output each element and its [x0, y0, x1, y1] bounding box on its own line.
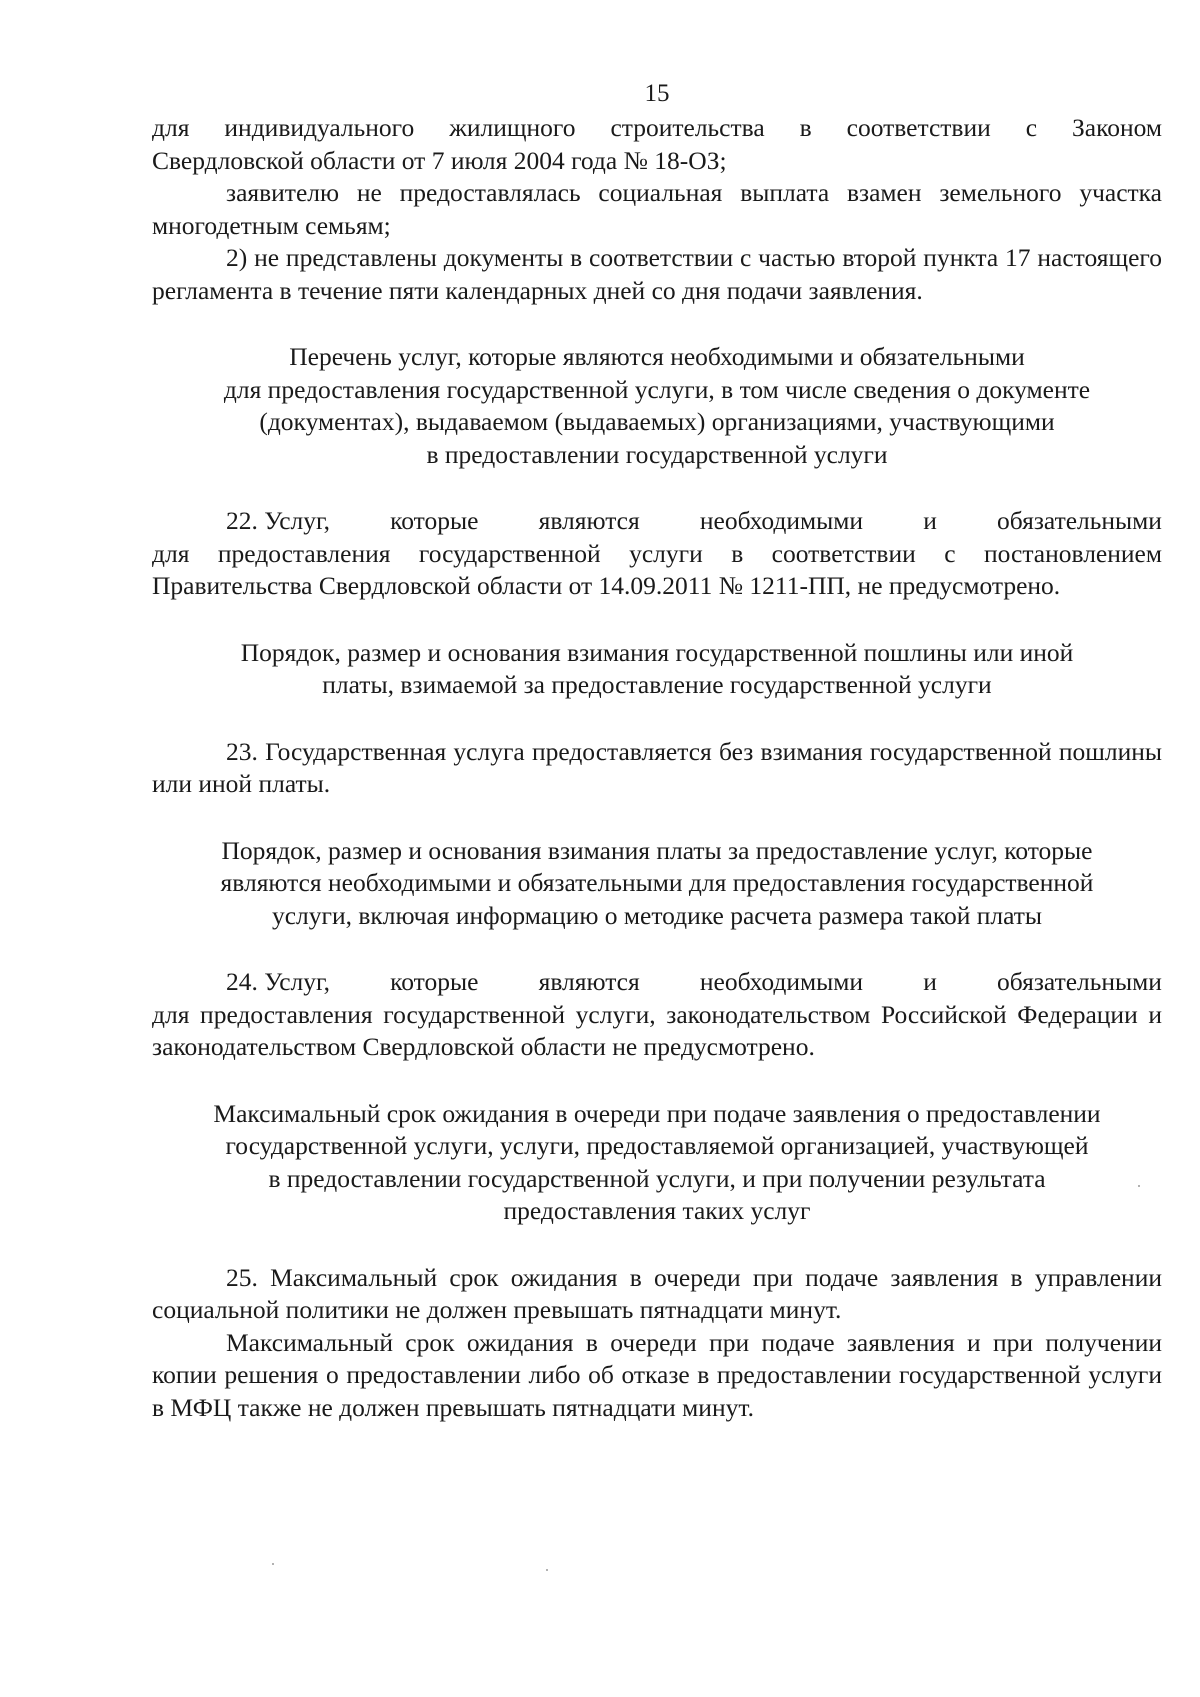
spacer — [152, 702, 1162, 736]
spacer — [152, 1228, 1162, 1262]
spacer — [152, 471, 1162, 505]
heading-line: Порядок, размер и основания взимания государственной пошлины или иной — [240, 637, 1074, 667]
document-page — [152, 78, 1162, 1424]
heading-line: Максимальный срок ожидания в очереди при подаче заявления о предоставлении — [213, 1098, 1101, 1128]
heading-line: (документах), выдаваемом (выдаваемых) организациями, участвующими — [259, 407, 1055, 436]
paragraph-body: для предоставления государственной услуги в соответствии с постановлением Правительства Свердловской области от 14.09.2011 № 1211-ПП, не предусмотрено. — [152, 538, 1162, 600]
scan-speck — [272, 1563, 274, 1565]
spacer — [152, 603, 1162, 637]
heading-line: в предоставлении государственной услуги, и при получении результата — [268, 1163, 1046, 1193]
spacer — [152, 801, 1162, 835]
page-number: 15 — [644, 80, 670, 107]
heading-line: предоставления таких услуг — [503, 1196, 811, 1225]
spacer — [152, 1064, 1162, 1098]
paragraph-item-25: 25. Максимальный срок ожидания в очереди при подаче заявления в управлении социальной политики не должен превышать пятнадцати минут. — [152, 1262, 1162, 1324]
word: и — [923, 506, 937, 535]
heading-line: в предоставлении государственной услуги — [426, 439, 888, 469]
paragraph-continuation — [152, 112, 1162, 145]
paragraph-item-2: 2) не представлены документы в соответствии с частью второй пункта 17 настоящего регламента в течение пяти календарных дней со дня подачи заявления. — [152, 243, 1162, 305]
paragraph-spread-line — [152, 966, 1162, 999]
paragraph-item-25-mfc: Максимальный срок ожидания в очереди при подаче заявления и при получении копии решения о предоставлении либо об отказе в предоставлении государственной услуги в МФЦ также не должен превышать пятнадцати минут. — [152, 1327, 1162, 1422]
paragraph-spread-line — [152, 505, 1162, 538]
section-heading-state-fee — [152, 637, 1162, 702]
paragraph-item-23: 23. Государственная услуга предоставляется без взимания государственной пошлины или иной платы. — [152, 736, 1162, 798]
heading-line: услуги, включая информацию о методике расчета размера такой платы — [271, 900, 1043, 930]
section-heading-max-wait — [152, 1098, 1162, 1228]
section-heading-fee-procedure — [152, 835, 1162, 933]
paragraph-item-22 — [152, 505, 1162, 603]
paragraph-line: для индивидуального жилищного строительства в соответствии с Законом — [152, 113, 1162, 142]
word: обязательными — [997, 506, 1162, 535]
paragraph-social-payment: заявителю не предоставлялась социальная выплата взамен земельного участка многодетным семьям; — [152, 178, 1162, 240]
word: которые — [390, 506, 479, 535]
heading-line: государственной услуги, услуги, предоставляемой организацией, участвующей — [225, 1131, 1089, 1160]
word: 22. Услуг, — [226, 506, 330, 535]
heading-line: платы, взимаемой за предоставление государственной услуги — [322, 670, 992, 699]
word: необходимыми — [699, 967, 864, 996]
scan-speck — [546, 1569, 548, 1571]
word: являются — [538, 967, 640, 996]
word: и — [923, 967, 937, 996]
heading-line: Перечень услуг, которые являются необходимыми и обязательными — [289, 342, 1025, 371]
paragraph-body: для предоставления государственной услуги, законодательством Российской Федерации и законодательством Свердловской области не предусмотрено. — [152, 999, 1162, 1061]
scan-speck — [1138, 1185, 1140, 1187]
spacer — [152, 307, 1162, 341]
heading-line: Порядок, размер и основания взимания платы за предоставление услуг, которые — [221, 835, 1093, 865]
word: необходимыми — [699, 506, 864, 535]
heading-line: являются необходимыми и обязательными для предоставления государственной — [220, 868, 1094, 897]
word: которые — [390, 967, 479, 996]
heading-line: для предоставления государственной услуги, в том числе сведения о документе — [223, 374, 1091, 404]
section-heading-services-list — [152, 341, 1162, 471]
word: 24. Услуг, — [226, 967, 330, 996]
paragraph-line: Свердловской области от 7 июля 2004 года № 18-ОЗ; — [152, 145, 727, 175]
spacer — [152, 932, 1162, 966]
word: являются — [538, 506, 640, 535]
paragraph-item-24 — [152, 966, 1162, 1064]
word: обязательными — [997, 967, 1162, 996]
